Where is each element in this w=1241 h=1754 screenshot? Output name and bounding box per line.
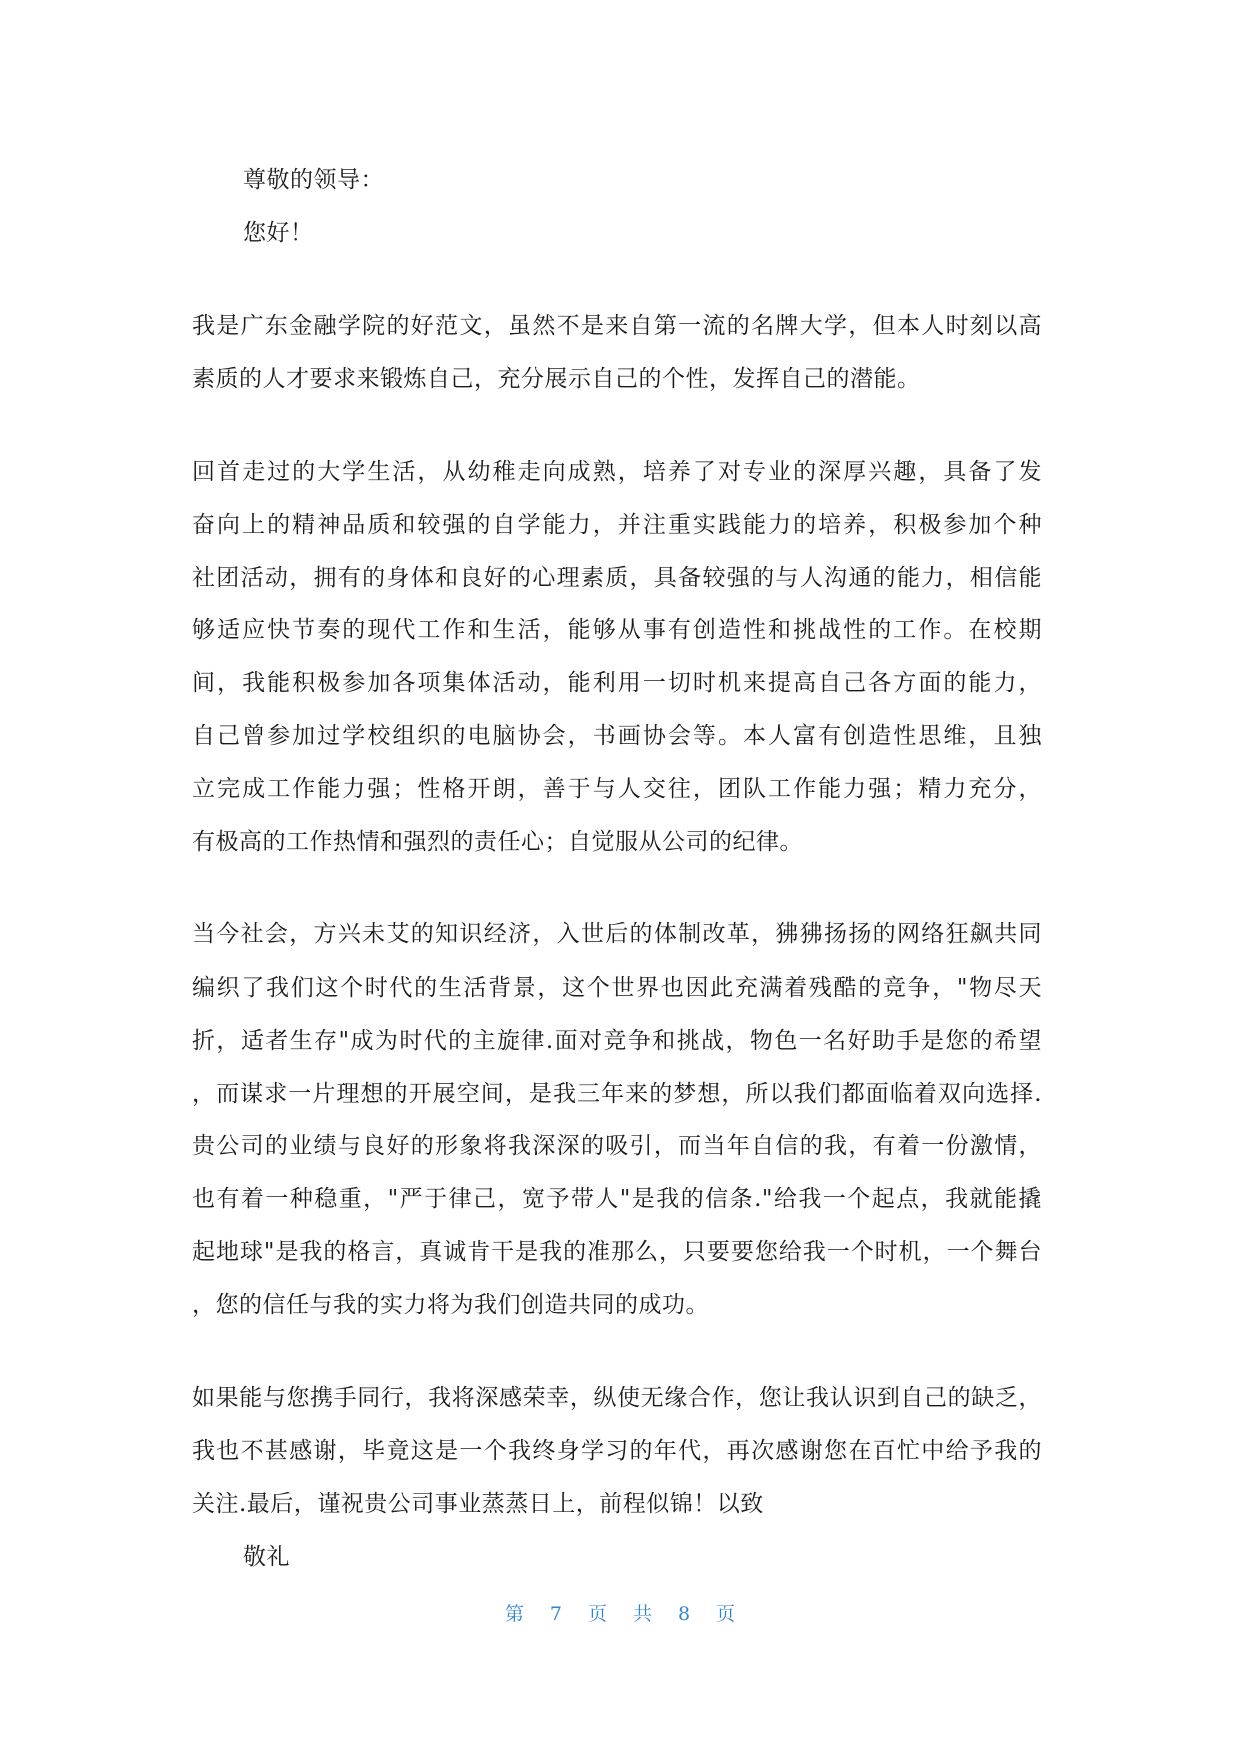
paragraph-line: 关注.最后，谨祝贵公司事业蒸蒸日上，前程似锦！以致 <box>192 1491 764 1517</box>
paragraph-line: 够适应快节奏的现代工作和生活，能够从事有创造性和挑战性的工作。在校期 <box>192 617 1042 643</box>
paragraph-line: 当今社会，方兴未艾的知识经济，入世后的体制改革，狒狒扬扬的网络狂飙共同 <box>192 921 1042 947</box>
paragraph-line: 有极高的工作热情和强烈的责任心；自觉服从公司的纪律。 <box>192 829 803 855</box>
paragraph-line: 自己曾参加过学校组织的电脑协会，书画协会等。本人富有创造性思维，且独 <box>192 723 1042 749</box>
paragraph-line: ，您的信任与我的实力将为我们创造共同的成功。 <box>192 1292 709 1318</box>
paragraph-line: 如果能与您携手同行，我将深感荣幸，纵使无缘合作，您让我认识到自己的缺乏， <box>192 1385 1042 1411</box>
paragraph-line: 间，我能积极参加各项集体活动，能利用一切时机来提高自己各方面的能力， <box>192 670 1042 696</box>
salutation: 尊敬的领导： <box>243 167 384 193</box>
paragraph-line: 奋向上的精神品质和较强的自学能力，并注重实践能力的培养，积极参加个种 <box>192 512 1042 538</box>
paragraph-line: 我是广东金融学院的好范文，虽然不是来自第一流的名牌大学，但本人时刻以高 <box>192 313 1042 339</box>
paragraph-line: 也有着一种稳重，"严于律己，宽予带人"是我的信条."给我一个起点，我就能撬 <box>192 1186 1042 1212</box>
paragraph-line: 回首走过的大学生活，从幼稚走向成熟，培养了对专业的深厚兴趣，具备了发 <box>192 459 1042 485</box>
paragraph-line: 编织了我们这个时代的生活背景，这个世界也因此充满着残酷的竞争，"物尽天 <box>192 975 1042 1001</box>
paragraph-line: 起地球"是我的格言，真诚肯干是我的准那么，只要要您给我一个时机，一个舞台 <box>192 1239 1042 1265</box>
paragraph-line: 折，适者生存"成为时代的主旋律.面对竞争和挑战，物色一名好助手是您的希望 <box>192 1028 1042 1054</box>
greeting: 您好！ <box>243 220 314 246</box>
paragraph-line: ，而谋求一片理想的开展空间，是我三年来的梦想，所以我们都面临着双向选择. <box>192 1081 1042 1107</box>
paragraph-line: 贵公司的业绩与良好的形象将我深深的吸引，而当年自信的我，有着一份激情， <box>192 1133 1042 1159</box>
paragraph-line: 我也不甚感谢，毕竟这是一个我终身学习的年代，再次感谢您在百忙中给予我的 <box>192 1438 1042 1464</box>
paragraph-line: 素质的人才要求来锻炼自己，充分展示自己的个性，发挥自己的潜能。 <box>192 366 921 392</box>
closing: 敬礼 <box>243 1544 290 1570</box>
paragraph-line: 社团活动，拥有的身体和良好的心理素质，具备较强的与人沟通的能力，相信能 <box>192 565 1042 591</box>
page-number-footer: 第 7 页 共 8 页 <box>504 1603 737 1625</box>
paragraph-line: 立完成工作能力强；性格开朗，善于与人交往，团队工作能力强；精力充分， <box>192 776 1042 802</box>
